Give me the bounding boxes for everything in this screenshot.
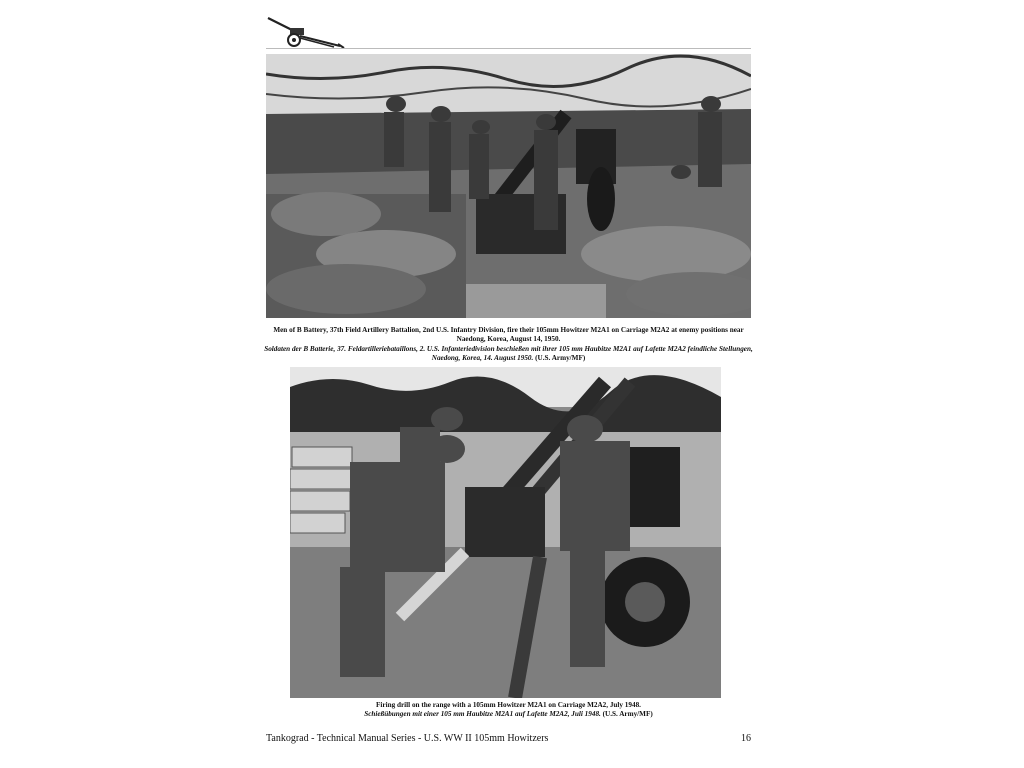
photo2-caption-german-text: Schießübungen mit einer 105 mm Haubitze M2A1 auf Lafette M2A2, Juli 1948. <box>364 710 601 719</box>
photo2-caption <box>262 701 755 720</box>
page-number: 16 <box>741 733 751 744</box>
photo2-caption-english: Firing drill on the range with a 105mm Howitzer M2A1 on Carriage M2A2, July 1948. <box>376 701 641 709</box>
footer-series-title: Tankograd - Technical Manual Series - U.S. WW II 105mm Howitzers <box>266 733 549 744</box>
photo1-caption-german <box>262 345 755 364</box>
photo1-caption <box>262 326 755 364</box>
photo2-credit: (U.S. Army/MF) <box>602 710 653 719</box>
photo-firing-drill-howitzer <box>290 367 721 698</box>
photo1-credit: (U.S. Army/MF) <box>535 354 586 363</box>
photo2-caption-german <box>262 710 755 719</box>
photo1-caption-german-text: Soldaten der B Batterie, 37. Feldartilleriebataillons, 2. U.S. Infanteriedivision beschießen mit ihrer 105 mm Haubitze M2A1 auf Lafette M2A2 feindliche Stellungen, Naedong, Korea, 14. August 1950. <box>264 344 753 363</box>
header-rule <box>266 48 751 49</box>
photo-korea-howitzer-battery <box>266 54 751 318</box>
photo1-caption-english: Men of B Battery, 37th Field Artillery Battalion, 2nd U.S. Infantry Division, fire their 105mm Howitzer M2A1 on Carriage M2A2 at enemy positions near Naedong, Korea, August 14, 1950. <box>273 326 744 344</box>
howitzer-icon <box>266 14 346 50</box>
